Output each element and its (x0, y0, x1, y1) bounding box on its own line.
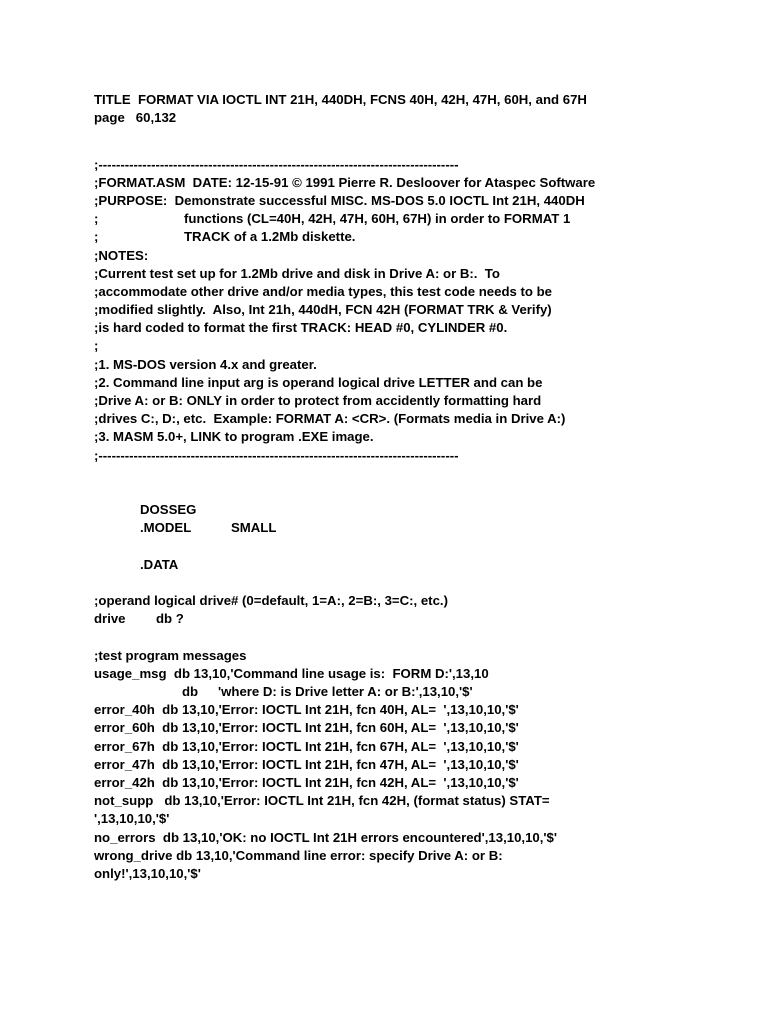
purpose-continuation-2-text: TRACK of a 1.2Mb diskette. (184, 229, 356, 245)
usage-msg-line-1: usage_msg db 13,10,'Command line usage is: FORM D:',13,10 (94, 665, 489, 681)
note-line: ;1. MS-DOS version 4.x and greater. (94, 356, 317, 372)
note-line: ;modified slightly. Also, Int 21h, 440dH, FCN 42H (FORMAT TRK & Verify) (94, 302, 552, 318)
wrong-drive-line-1: wrong_drive db 13,10,'Command line error: specify Drive A: or B: (94, 847, 503, 863)
title-line: TITLE FORMAT VIA IOCTL INT 21H, 440DH, FCNS 40H, 42H, 47H, 60H, and 67H (94, 92, 587, 107)
comment-rule-bottom: ;---------------------------------------------------------------------------------- (94, 447, 459, 463)
model-directive (94, 519, 764, 537)
blank-line (94, 628, 764, 646)
purpose-continuation-1 (94, 210, 764, 228)
not-supp-line-2: ',13,10,10,'$' (94, 811, 170, 827)
dosseg-directive: DOSSEG (140, 502, 197, 518)
note-line: ;Current test set up for 1.2Mb drive and disk in Drive A: or B:. To (94, 265, 500, 281)
model-value: SMALL (231, 520, 277, 536)
blank-line (94, 146, 764, 156)
note-line: ;is hard coded to format the first TRACK: HEAD #0, CYLINDER #0. (94, 320, 508, 336)
purpose-line: ;PURPOSE: Demonstrate successful MISC. MS-DOS 5.0 IOCTL Int 21H, 440DH (94, 192, 585, 208)
comment-rule-top: ;---------------------------------------------------------------------------------- (94, 156, 459, 172)
error-42h-line: error_42h db 13,10,'Error: IOCTL Int 21H, fcn 42H, AL= ',13,10,10,'$' (94, 774, 519, 790)
usage-msg-line-2-text: 'where D: is Drive letter A: or B:',13,10,'$' (218, 684, 473, 699)
messages-comment: ;test program messages (94, 647, 247, 663)
comment-prefix: ; (94, 211, 99, 227)
document-page (94, 91, 764, 883)
blank-line (94, 127, 764, 145)
note-line: ;Drive A: or B: ONLY in order to protect from accidently formatting hard (94, 393, 542, 408)
note-line: ;drives C:, D:, etc. Example: FORMAT A: <CR>. (Formats media in Drive A:) (94, 411, 566, 427)
notes-label: ;NOTES: (94, 247, 149, 263)
blank-line (94, 574, 764, 592)
format-header-line: ;FORMAT.ASM DATE: 12-15-91 © 1991 Pierre R. Desloover for Ataspec Software (94, 174, 596, 190)
usage-db-keyword: db (182, 684, 199, 699)
comment-prefix: ; (94, 229, 99, 245)
note-line: ;accommodate other drive and/or media types, this test code needs to be (94, 283, 553, 299)
purpose-continuation-1-text: functions (CL=40H, 42H, 47H, 60H, 67H) in order to FORMAT 1 (184, 211, 571, 227)
note-line: ; (94, 338, 99, 354)
blank-line (94, 483, 764, 501)
error-67h-line: error_67h db 13,10,'Error: IOCTL Int 21H, fcn 67H, AL= ',13,10,10,'$' (94, 738, 519, 754)
no-errors-line: no_errors db 13,10,'OK: no IOCTL Int 21H errors encountered',13,10,10,'$' (94, 829, 558, 845)
drive-declaration (94, 610, 764, 628)
usage-msg-line-2 (94, 683, 764, 701)
note-line: ;2. Command line input arg is operand logical drive LETTER and can be (94, 374, 543, 390)
wrong-drive-line-2: only!',13,10,10,'$' (94, 865, 201, 881)
drive-comment: ;operand logical drive# (0=default, 1=A:, 2=B:, 3=C:, etc.) (94, 593, 448, 609)
error-40h-line: error_40h db 13,10,'Error: IOCTL Int 21H, fcn 40H, AL= ',13,10,10,'$' (94, 702, 519, 718)
page-directive-line: page 60,132 (94, 110, 177, 126)
error-60h-line: error_60h db 13,10,'Error: IOCTL Int 21H, fcn 60H, AL= ',13,10,10,'$' (94, 720, 519, 736)
drive-decl: db ? (156, 611, 184, 627)
data-directive: .DATA (140, 556, 179, 572)
purpose-continuation-2 (94, 228, 764, 246)
model-keyword: .MODEL (140, 520, 192, 536)
blank-line (94, 465, 764, 483)
blank-line (94, 538, 764, 556)
drive-label: drive (94, 611, 126, 627)
not-supp-line-1: not_supp db 13,10,'Error: IOCTL Int 21H, fcn 42H, (format status) STAT= (94, 793, 550, 809)
note-line: ;3. MASM 5.0+, LINK to program .EXE image. (94, 429, 374, 445)
error-47h-line: error_47h db 13,10,'Error: IOCTL Int 21H, fcn 47H, AL= ',13,10,10,'$' (94, 756, 519, 772)
